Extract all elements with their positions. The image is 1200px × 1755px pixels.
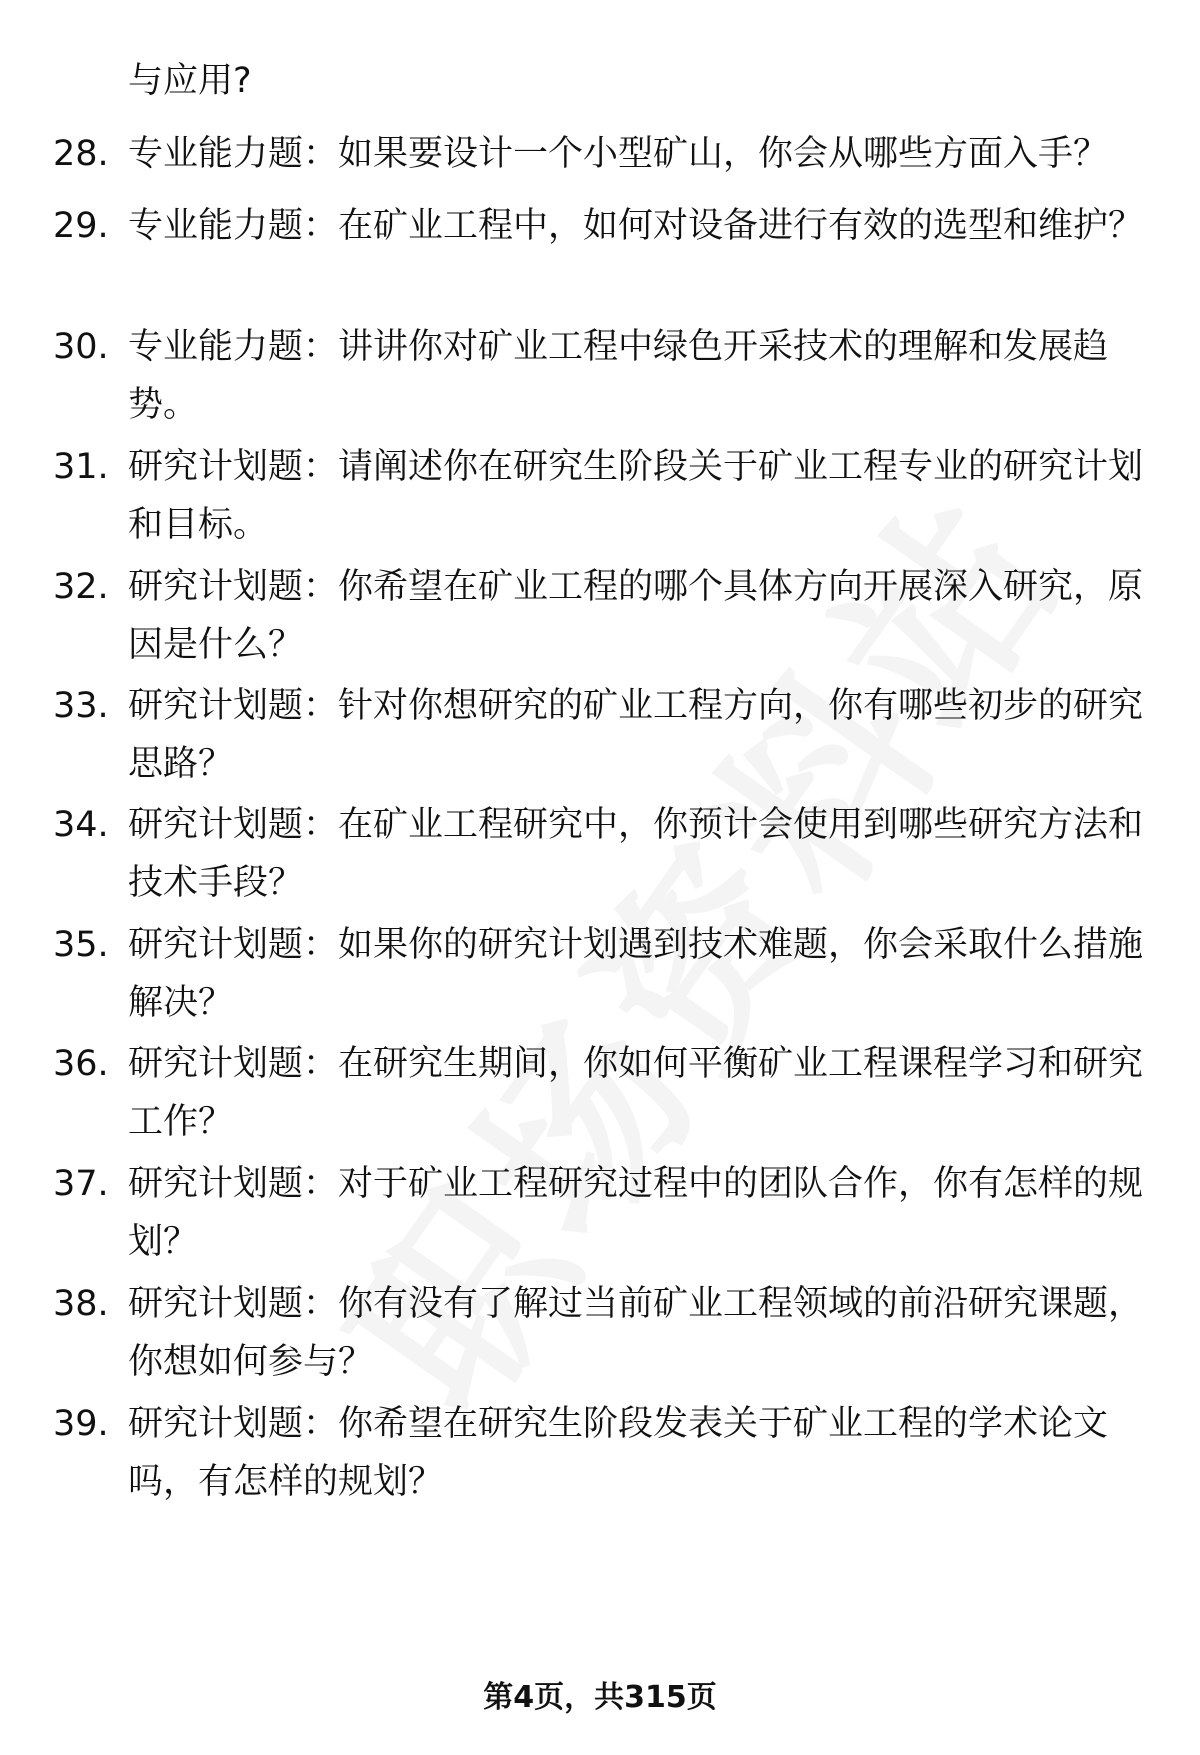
page-footer: 第4页，共315页 <box>483 1680 717 1715</box>
question-number: 36. <box>53 1044 109 1084</box>
question-text: 研究计划题：在研究生期间，你如何平衡矿业工程课程学习和研究工作？ <box>128 1044 1144 1142</box>
question-text: 研究计划题：你有没有了解过当前矿业工程领域的前沿研究课题，你想如何参与？ <box>128 1284 1144 1382</box>
question-text: 研究计划题：如果你的研究计划遇到技术难题，你会采取什么措施解决？ <box>128 925 1144 1023</box>
question-number: 29. <box>53 206 109 246</box>
question-number: 34. <box>53 805 109 845</box>
question-text: 研究计划题：针对你想研究的矿业工程方向，你有哪些初步的研究思路？ <box>128 686 1144 784</box>
question-number: 37. <box>53 1164 109 1204</box>
question-text: 研究计划题：在矿业工程研究中，你预计会使用到哪些研究方法和技术手段？ <box>128 805 1144 903</box>
question-number: 38. <box>53 1284 109 1324</box>
question-text: 研究计划题：请阐述你在研究生阶段关于矿业工程专业的研究计划和目标。 <box>128 447 1144 545</box>
question-number: 35. <box>53 925 109 965</box>
question-number: 33. <box>53 686 109 726</box>
question-text: 专业能力题：讲讲你对矿业工程中绿色开采技术的理解和发展趋势。 <box>128 327 1109 425</box>
question-text: 专业能力题：如果要设计一个小型矿山，你会从哪些方面入手？ <box>128 134 1109 174</box>
question-text: 研究计划题：对于矿业工程研究过程中的团队合作，你有怎样的规划？ <box>128 1164 1144 1262</box>
question-text: 研究计划题：你希望在矿业工程的哪个具体方向开展深入研究，原因是什么？ <box>128 567 1144 665</box>
question-number: 30. <box>53 327 109 367</box>
question-text: 专业能力题：在矿业工程中，如何对设备进行有效的选型和维护？ <box>128 206 1144 246</box>
question-continuation-text: 与应用? <box>128 61 252 101</box>
question-number: 31. <box>53 447 109 487</box>
question-text: 研究计划题：你希望在研究生阶段发表关于矿业工程的学术论文吗，有怎样的规划？ <box>128 1404 1109 1502</box>
question-number: 28. <box>53 134 109 174</box>
question-number: 39. <box>53 1404 109 1444</box>
question-number: 32. <box>53 567 109 607</box>
